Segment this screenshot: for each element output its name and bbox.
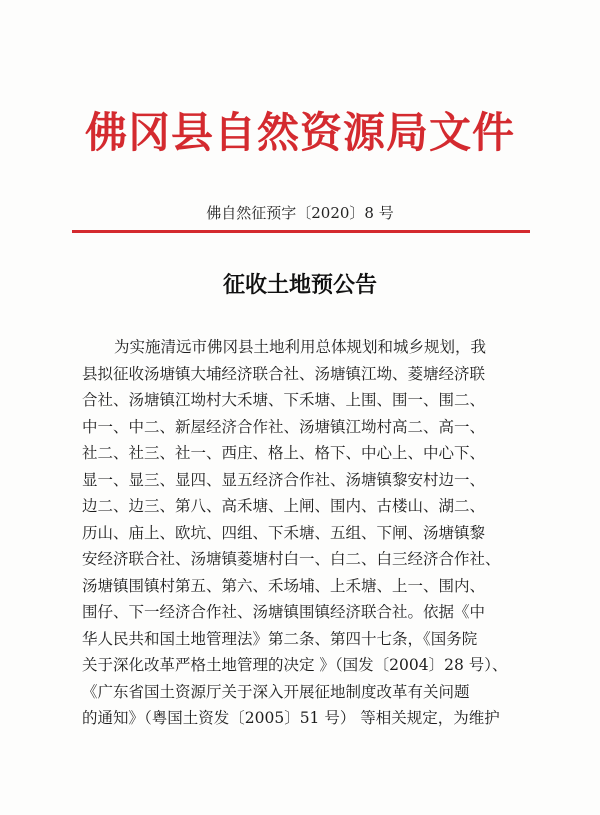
- body-line: 为实施清远市佛冈县土地利用总体规划和城乡规划，我: [114, 338, 487, 356]
- body-line: 中一、中二、新屋经济合作社、汤塘镇江坳村高二、高一、: [82, 417, 486, 436]
- body-line: 《广东省国土资源厅关于深入开展征地制度改革有关问题: [82, 682, 470, 701]
- issuer-header-title: 佛冈县自然资源局文件: [84, 108, 515, 157]
- body-line: 合社、汤塘镇江坳村大禾塘、下禾塘、上围、围一、围二、: [82, 391, 486, 409]
- body-line: 县拟征收汤塘镇大埔经济联合社、汤塘镇江坳、菱塘经济联: [82, 364, 486, 383]
- body-line: 显一、显三、显四、显五经济合作社、汤塘镇黎安村边一、: [82, 470, 486, 489]
- body-line: 安经济联合社、汤塘镇菱塘村白一、白二、白三经济合作社、: [82, 550, 501, 568]
- body-line: 围仔、下一经济合作社、汤塘镇围镇经济联合社。依据《中: [82, 603, 486, 621]
- body-line: 华人民共和国土地管理法》第二条、第四十七条，《国务院: [82, 629, 478, 648]
- body-line: 社二、社三、社一、西庄、格上、格下、中心上、中心下、: [82, 444, 486, 462]
- notice-title: 征收土地预公告: [222, 272, 377, 298]
- document-number: 佛自然征预字〔2020〕8 号: [206, 204, 394, 222]
- body-line: 边二、边三、第八、高禾塘、上闸、围内、古楼山、湖二、: [82, 497, 486, 515]
- body-line: 的通知》（粤国土资发〔2005〕51 号） 等相关规定，为维护: [82, 709, 500, 727]
- notice-body: [82, 334, 508, 732]
- body-line: 关于深化改革严格土地管理的决定 》（国发〔2004〕28 号）、: [82, 656, 508, 674]
- body-line: 历山、庙上、欧坑、四组、下禾塘、五组、下闸、汤塘镇黎: [82, 523, 486, 542]
- body-line: 汤塘镇围镇村第五、第六、禾场埔、上禾塘、上一、围内、: [82, 576, 486, 595]
- red-divider-line: [72, 230, 530, 233]
